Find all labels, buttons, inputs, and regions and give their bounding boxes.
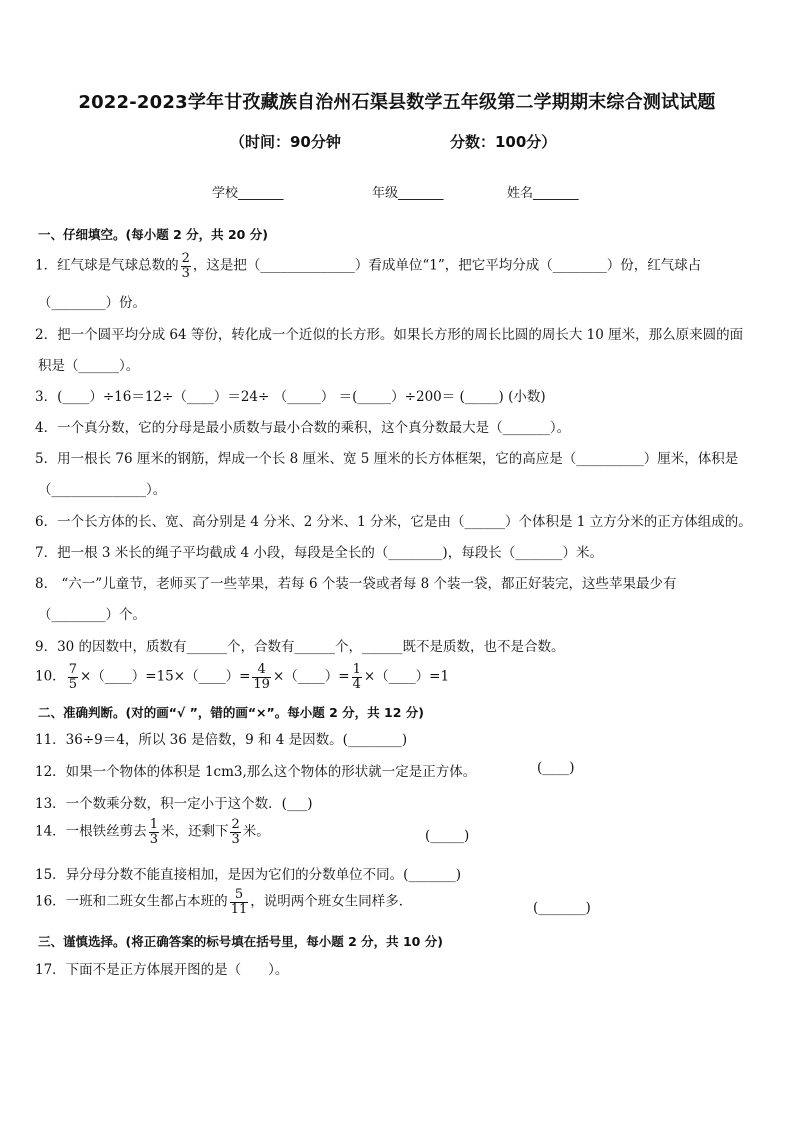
question-7: 7．把一根 3 米长的绳子平均截成 4 小段，每段是全长的（________)，每段长（_______）米。 [35, 545, 603, 561]
q14-fraction-2 [230, 818, 240, 846]
school-field: 学校_______ [212, 186, 284, 201]
question-6: 6．一个长方体的长、宽、高分别是 4 分米、2 分米、1 分米，它是由（______）个体积是 1 立方分米的正方体组成的。 [35, 514, 752, 530]
question-5: 5．用一根长 76 厘米的钢筋，焊成一个长 8 厘米、宽 5 厘米的长方体框架，它的高应是（__________）厘米，体积是 [35, 451, 739, 467]
q10-text-1: ×（____）=15×（____）= [79, 668, 251, 685]
q16-numerator: 5 [230, 888, 249, 903]
question-16 [35, 888, 412, 916]
question-15: 15．异分母分数不能直接相加，是因为它们的分数单位不同。(_______) [35, 867, 461, 883]
question-2-cont: 积是（______）。 [38, 358, 140, 374]
exam-time: （时间：90分钟 [230, 133, 341, 151]
q16-denominator: 11 [230, 901, 248, 917]
question-2: 2．把一个圆平均分成 64 等份，转化成一个近似的长方形。如果长方形的周长比圆的周长大 10 厘米，那么原来圆的面 [35, 327, 744, 343]
q1-text-a: 1．红气球是气球总数的 [35, 257, 179, 274]
question-8: 8． “六一”儿童节，老师买了一些苹果，若每 6 个装一袋或者每 8 个装一袋，都正好装完，这些苹果最少有 [35, 576, 677, 592]
question-11: 11．36÷9＝4，所以 36 是倍数，9 和 4 是因数。(________) [35, 732, 408, 748]
question-9: 9．30 的因数中，质数有______个，合数有______个，______既不是质数，也不是合数。 [35, 639, 565, 655]
q1-numerator: 2 [181, 251, 190, 266]
q10-f3-denominator: 4 [352, 676, 361, 692]
q10-f1-numerator: 7 [68, 662, 77, 677]
q10-fraction-1 [68, 663, 78, 691]
q10-f3-numerator: 1 [352, 662, 361, 677]
question-4: 4．一个真分数，它的分母是最小质数与最小合数的乘积，这个真分数最大是（_______）。 [35, 420, 571, 436]
q14-f1-denominator: 3 [149, 831, 158, 847]
question-8-cont: （________）个。 [38, 607, 146, 623]
question-10 [35, 663, 449, 691]
q10-text-3: ×（____）=1 [363, 668, 450, 685]
question-13: 13．一个数乘分数，积一定小于这个数．(___) [35, 796, 313, 812]
q14-text-c: 米。 [242, 823, 270, 840]
q14-f1-numerator: 1 [149, 817, 158, 832]
name-field: 姓名_______ [507, 186, 579, 201]
question-14-answer: (_____) [425, 828, 470, 844]
q10-fraction-3 [352, 663, 362, 691]
q16-text-a: 16．一班和二班女生都占本班的 [35, 893, 228, 910]
question-12-answer: (____) [537, 760, 575, 776]
q16-text-b: ，说明两个班女生同样多． [250, 893, 413, 910]
section-3-heading: 三、谨慎选择。(将正确答案的标号填在括号里，每小题 2 分，共 10 分) [38, 934, 443, 949]
q16-fraction [230, 888, 249, 916]
q14-f2-numerator: 2 [231, 817, 240, 832]
q1-text-b: ，这是把（______________）看成单位“1”，把它平均分成（________）份，红气球占 [192, 257, 702, 274]
question-14 [35, 818, 270, 846]
grade-field: 年级_______ [372, 186, 444, 201]
question-17: 17．下面不是正方体展开图的是（ ）。 [35, 962, 289, 978]
question-16-answer: (_______) [533, 900, 591, 916]
q14-text-a: 14．一根铁丝剪去 [35, 823, 147, 840]
q10-text-2: ×（____）= [272, 668, 350, 685]
q14-fraction-1 [149, 818, 159, 846]
question-3: 3．(____）÷16＝12÷（____）＝24÷ （_____） ＝(_____）÷200＝ (_____) (小数) [35, 389, 546, 405]
page-title: 2022-2023学年甘孜藏族自治州石渠县数学五年级第二学期期末综合测试试题 [78, 92, 716, 113]
exam-score: 分数：100分） [450, 133, 557, 151]
section-1-heading: 一、仔细填空。(每小题 2 分，共 20 分) [38, 227, 268, 242]
question-1 [35, 252, 701, 280]
q1-fraction [181, 252, 191, 280]
q10-f2-numerator: 4 [252, 663, 271, 678]
q10-fraction-2 [252, 663, 271, 691]
q10-prefix: 10． [35, 668, 66, 685]
q14-f2-denominator: 3 [231, 831, 240, 847]
question-12: 12．如果一个物体的体积是 1cm3,那么这个物体的形状就一定是正方体。 [35, 764, 477, 780]
section-2-heading: 二、准确判断。(对的画“√ ”，错的画“×”。每小题 2 分，共 12 分) [38, 705, 424, 720]
question-5-cont: （______________）。 [38, 482, 167, 498]
q1-denominator: 3 [181, 265, 190, 281]
q14-text-b: 米，还剩下 [160, 823, 229, 840]
question-1-cont: （________）份。 [38, 295, 146, 311]
q10-f2-denominator: 19 [253, 676, 270, 692]
q10-f1-denominator: 5 [68, 676, 77, 692]
